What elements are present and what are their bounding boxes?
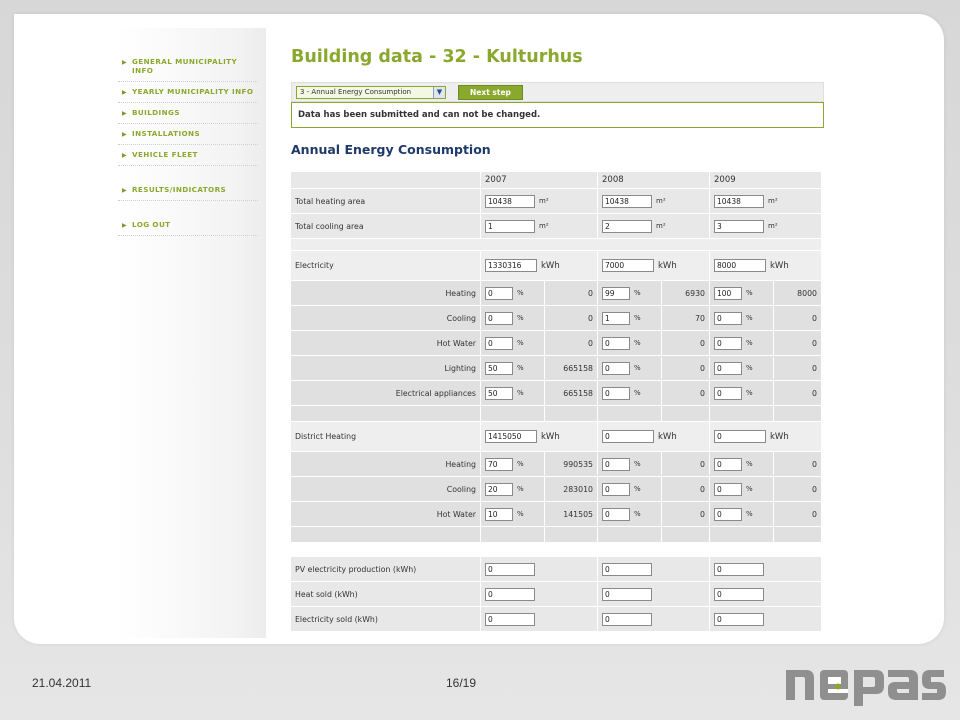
percent-input[interactable]: 1 bbox=[602, 312, 630, 325]
kwh-value: 0 bbox=[662, 331, 710, 356]
arrow-right-icon: ▶ bbox=[122, 59, 127, 66]
kwh-total-input[interactable]: 8000 bbox=[714, 259, 766, 272]
sidebar-item-label: YEARLY MUNICIPALITY INFO bbox=[132, 87, 254, 96]
cooling-area-row bbox=[291, 214, 822, 239]
submitted-notice: Data has been submitted and can not be changed. bbox=[291, 102, 824, 128]
sidebar-item-general-municipality-info[interactable] bbox=[118, 52, 258, 82]
kwh-value: 0 bbox=[662, 452, 710, 477]
percent-unit: % bbox=[634, 289, 641, 297]
percent-input[interactable]: 0 bbox=[714, 458, 742, 471]
value-input[interactable]: 0 bbox=[714, 613, 764, 626]
value-input[interactable]: 0 bbox=[602, 588, 652, 601]
kwh-value: 0 bbox=[774, 306, 822, 331]
value-input[interactable]: 0 bbox=[714, 563, 764, 576]
kwh-value: 665158 bbox=[545, 381, 598, 406]
percent-unit: % bbox=[746, 510, 753, 518]
row-label: Total cooling area bbox=[291, 214, 481, 239]
percent-unit: % bbox=[746, 339, 753, 347]
percent-unit: % bbox=[746, 289, 753, 297]
area-unit: m² bbox=[768, 222, 778, 230]
district-heating-total-row bbox=[291, 422, 822, 452]
percent-unit: % bbox=[517, 339, 524, 347]
row-label: PV electricity production (kWh) bbox=[291, 557, 481, 582]
row-label: Electricity sold (kWh) bbox=[291, 607, 481, 632]
percent-unit: % bbox=[517, 485, 524, 493]
percent-input[interactable]: 0 bbox=[602, 337, 630, 350]
percent-unit: % bbox=[634, 314, 641, 322]
value-input[interactable]: 0 bbox=[714, 588, 764, 601]
sidebar-item-label: RESULTS/INDICATORS bbox=[132, 185, 227, 194]
percent-input[interactable]: 0 bbox=[714, 508, 742, 521]
main-content bbox=[291, 44, 824, 632]
year-header: 2008 bbox=[598, 172, 710, 189]
kwh-value: 665158 bbox=[545, 356, 598, 381]
percent-input[interactable]: 0 bbox=[602, 362, 630, 375]
sidebar-item-label: BUILDINGS bbox=[132, 108, 180, 117]
electricity-sub-row bbox=[291, 331, 822, 356]
percent-input[interactable]: 0 bbox=[714, 483, 742, 496]
group-label: Electricity bbox=[291, 251, 481, 281]
sidebar-item-log-out[interactable] bbox=[118, 215, 258, 236]
kwh-unit: kWh bbox=[541, 431, 560, 442]
row-label: Total heating area bbox=[291, 189, 481, 214]
percent-input[interactable]: 50 bbox=[485, 387, 513, 400]
percent-unit: % bbox=[634, 364, 641, 372]
kwh-value: 0 bbox=[545, 306, 598, 331]
kwh-total-input[interactable]: 1415050 bbox=[485, 430, 537, 443]
kwh-value: 0 bbox=[545, 331, 598, 356]
percent-unit: % bbox=[517, 389, 524, 397]
kwh-value: 70 bbox=[662, 306, 710, 331]
sidebar-item-yearly-municipality-info[interactable] bbox=[118, 82, 258, 103]
arrow-right-icon: ▶ bbox=[122, 152, 127, 159]
kwh-unit: kWh bbox=[770, 431, 789, 442]
year-header: 2007 bbox=[481, 172, 598, 189]
electricity-sub-row bbox=[291, 306, 822, 331]
next-step-button[interactable]: Next step bbox=[458, 85, 523, 100]
percent-unit: % bbox=[634, 485, 641, 493]
percent-input[interactable]: 100 bbox=[714, 287, 742, 300]
percent-unit: % bbox=[517, 460, 524, 468]
section-title: Annual Energy Consumption bbox=[291, 142, 491, 157]
page-title: Building data - 32 - Kulturhus bbox=[291, 47, 583, 67]
percent-unit: % bbox=[634, 339, 641, 347]
percent-input[interactable]: 10 bbox=[485, 508, 513, 521]
sidebar-item-buildings[interactable] bbox=[118, 103, 258, 124]
area-unit: m² bbox=[656, 197, 666, 205]
percent-input[interactable]: 70 bbox=[485, 458, 513, 471]
kwh-unit: kWh bbox=[770, 260, 789, 271]
value-input[interactable]: 0 bbox=[485, 588, 535, 601]
area-unit: m² bbox=[768, 197, 778, 205]
kwh-unit: kWh bbox=[658, 260, 677, 271]
area-unit: m² bbox=[656, 222, 666, 230]
group-label: District Heating bbox=[291, 422, 481, 452]
year-header: 2009 bbox=[710, 172, 822, 189]
percent-input[interactable]: 0 bbox=[602, 458, 630, 471]
row-label: Heating bbox=[291, 452, 481, 477]
kwh-total-input[interactable]: 1330316 bbox=[485, 259, 537, 272]
kwh-unit: kWh bbox=[541, 260, 560, 271]
row-label: Electrical appliances bbox=[291, 381, 481, 406]
kwh-value: 0 bbox=[774, 381, 822, 406]
chevron-down-icon[interactable]: ▼ bbox=[433, 87, 445, 98]
percent-unit: % bbox=[517, 510, 524, 518]
percent-unit: % bbox=[746, 364, 753, 372]
percent-input[interactable]: 0 bbox=[602, 387, 630, 400]
kwh-value: 283010 bbox=[545, 477, 598, 502]
area-unit: m² bbox=[539, 222, 549, 230]
sidebar-item-label: VEHICLE FLEET bbox=[132, 150, 198, 159]
kwh-value: 141505 bbox=[545, 502, 598, 527]
percent-unit: % bbox=[517, 314, 524, 322]
footer-date: 21.04.2011 bbox=[32, 676, 92, 690]
value-input[interactable]: 0 bbox=[485, 563, 535, 576]
electricity-total-row bbox=[291, 251, 822, 281]
arrow-right-icon: ▶ bbox=[122, 131, 127, 138]
kwh-value: 0 bbox=[662, 502, 710, 527]
percent-input[interactable]: 0 bbox=[485, 312, 513, 325]
area-input[interactable]: 1 bbox=[485, 220, 535, 233]
step-bar bbox=[291, 82, 824, 102]
kwh-value: 0 bbox=[662, 477, 710, 502]
value-input[interactable]: 0 bbox=[602, 613, 652, 626]
sidebar-item-vehicle-fleet[interactable] bbox=[118, 145, 258, 166]
kwh-value: 0 bbox=[774, 477, 822, 502]
kwh-value: 990535 bbox=[545, 452, 598, 477]
arrow-right-icon: ▶ bbox=[122, 222, 127, 229]
electricity-sub-row bbox=[291, 381, 822, 406]
percent-unit: % bbox=[634, 510, 641, 518]
value-input[interactable]: 0 bbox=[602, 563, 652, 576]
area-input[interactable]: 10438 bbox=[714, 195, 764, 208]
percent-input[interactable]: 0 bbox=[602, 483, 630, 496]
kwh-value: 0 bbox=[662, 356, 710, 381]
kwh-total-input[interactable]: 0 bbox=[714, 430, 766, 443]
percent-input[interactable]: 0 bbox=[602, 508, 630, 521]
percent-input[interactable]: 0 bbox=[714, 387, 742, 400]
sidebar-item-results-indicators[interactable] bbox=[118, 180, 258, 201]
percent-input[interactable]: 0 bbox=[714, 362, 742, 375]
spacer-row bbox=[291, 406, 822, 422]
arrow-right-icon: ▶ bbox=[122, 187, 127, 194]
sidebar bbox=[118, 28, 266, 638]
percent-input[interactable]: 0 bbox=[714, 312, 742, 325]
area-input[interactable]: 10438 bbox=[602, 195, 652, 208]
area-input[interactable]: 2 bbox=[602, 220, 652, 233]
electricity-sub-row bbox=[291, 281, 822, 306]
area-input[interactable]: 3 bbox=[714, 220, 764, 233]
percent-input[interactable]: 50 bbox=[485, 362, 513, 375]
percent-unit: % bbox=[517, 289, 524, 297]
extra-row bbox=[291, 582, 822, 607]
nepas-logo bbox=[780, 656, 946, 706]
sidebar-item-label: GENERAL MUNICIPALITY INFO bbox=[132, 57, 238, 75]
page-number: 16/19 bbox=[446, 676, 477, 690]
row-label: Lighting bbox=[291, 356, 481, 381]
percent-input[interactable]: 99 bbox=[602, 287, 630, 300]
district-heating-sub-row bbox=[291, 502, 822, 527]
kwh-value: 0 bbox=[774, 331, 822, 356]
arrow-right-icon: ▶ bbox=[122, 89, 127, 96]
percent-input[interactable]: 0 bbox=[485, 287, 513, 300]
extra-row bbox=[291, 607, 822, 632]
percent-unit: % bbox=[517, 364, 524, 372]
percent-unit: % bbox=[746, 314, 753, 322]
percent-unit: % bbox=[634, 460, 641, 468]
spacer-row bbox=[291, 527, 822, 543]
step-select-value: 3 - Annual Energy Consumption bbox=[300, 88, 412, 96]
electricity-sub-row bbox=[291, 356, 822, 381]
district-heating-sub-row bbox=[291, 452, 822, 477]
percent-input[interactable]: 20 bbox=[485, 483, 513, 496]
row-label: Heat sold (kWh) bbox=[291, 582, 481, 607]
spacer-row bbox=[291, 239, 822, 251]
sidebar-item-label: INSTALLATIONS bbox=[132, 129, 201, 138]
row-label: Cooling bbox=[291, 477, 481, 502]
percent-unit: % bbox=[746, 485, 753, 493]
row-label: Heating bbox=[291, 281, 481, 306]
percent-input[interactable]: 0 bbox=[485, 337, 513, 350]
area-input[interactable]: 10438 bbox=[485, 195, 535, 208]
kwh-value: 8000 bbox=[774, 281, 822, 306]
energy-table bbox=[291, 172, 822, 632]
kwh-value: 0 bbox=[545, 281, 598, 306]
row-label: Hot Water bbox=[291, 502, 481, 527]
percent-unit: % bbox=[746, 389, 753, 397]
percent-unit: % bbox=[746, 460, 753, 468]
value-input[interactable]: 0 bbox=[485, 613, 535, 626]
year-header-row bbox=[291, 172, 822, 189]
step-select[interactable] bbox=[296, 86, 446, 99]
extra-row bbox=[291, 557, 822, 582]
arrow-right-icon: ▶ bbox=[122, 110, 127, 117]
percent-unit: % bbox=[634, 389, 641, 397]
kwh-unit: kWh bbox=[658, 431, 677, 442]
kwh-value: 6930 bbox=[662, 281, 710, 306]
sidebar-item-label: LOG OUT bbox=[132, 220, 171, 229]
kwh-value: 0 bbox=[662, 381, 710, 406]
kwh-value: 0 bbox=[774, 502, 822, 527]
area-unit: m² bbox=[539, 197, 549, 205]
kwh-value: 0 bbox=[774, 356, 822, 381]
kwh-total-input[interactable]: 0 bbox=[602, 430, 654, 443]
kwh-value: 0 bbox=[774, 452, 822, 477]
district-heating-sub-row bbox=[291, 477, 822, 502]
percent-input[interactable]: 0 bbox=[714, 337, 742, 350]
sidebar-nav bbox=[118, 28, 266, 236]
row-label: Cooling bbox=[291, 306, 481, 331]
row-label: Hot Water bbox=[291, 331, 481, 356]
sidebar-item-installations[interactable] bbox=[118, 124, 258, 145]
heating-area-row bbox=[291, 189, 822, 214]
kwh-total-input[interactable]: 7000 bbox=[602, 259, 654, 272]
spacer-row bbox=[291, 543, 822, 557]
